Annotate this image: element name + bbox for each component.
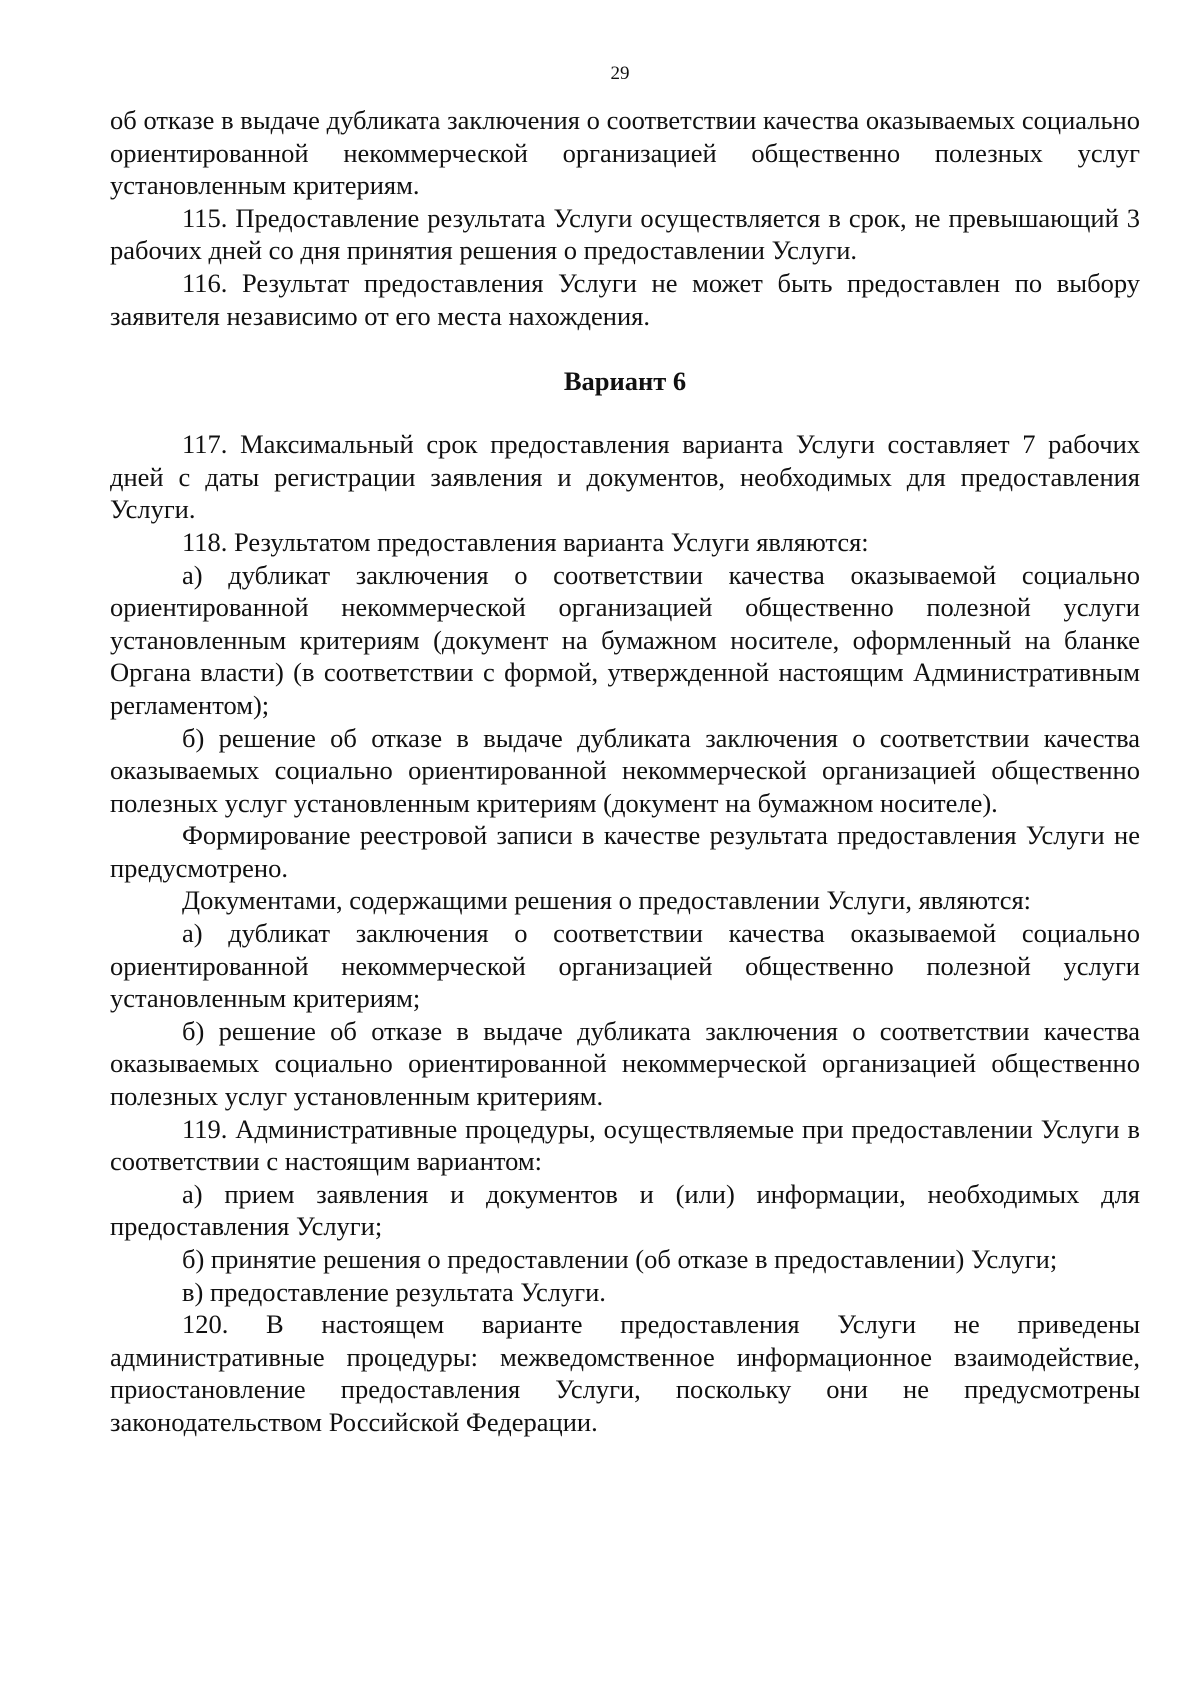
paragraph-documents-a: а) дубликат заключения о соответствии качества оказываемой социально ориентированной некоммерческой организацией общественно полезной услуги установленным критериям;: [110, 918, 1140, 1014]
paragraph-118: 118. Результатом предоставления варианта Услуги являются:: [182, 526, 869, 557]
paragraph-119-c: в) предоставление результата Услуги.: [182, 1276, 606, 1307]
paragraph-117: 117. Максимальный срок предоставления варианта Услуги составляет 7 рабочих дней с даты регистрации заявления и документов, необходимых для предоставления Услуги.: [110, 429, 1140, 525]
paragraph-120: 120. В настоящем варианте предоставления Услуги не приведены административные процедуры: межведомственное информационное взаимодействие, приостановление предоставления Услуги, поскольку они не предусмотрены законодательством Российской Федерации.: [110, 1309, 1140, 1437]
paragraph-118-b: б) решение об отказе в выдаче дубликата заключения о соответствии качества оказываемых социально ориентированной некоммерческой организацией общественно полезных услуг установленным критериям (документ на бумажном носителе).: [110, 722, 1140, 818]
document-body: [110, 104, 1140, 1439]
paragraph-registry: Формирование реестровой записи в качестве результата предоставления Услуги не предусмотрено.: [110, 820, 1140, 883]
paragraph-documents-b: б) решение об отказе в выдаче дубликата заключения о соответствии качества оказываемых социально ориентированной некоммерческой организацией общественно полезных услуг установленным критериям.: [110, 1015, 1140, 1112]
paragraph-continuation: об отказе в выдаче дубликата заключения о соответствии качества оказываемых социально ориентированной некоммерческой организацией общественно полезных услуг установленным критериям.: [110, 105, 1140, 201]
paragraph-119-b: б) принятие решения о предоставлении (об отказе в предоставлении) Услуги;: [182, 1244, 1058, 1274]
paragraph-116: 116. Результат предоставления Услуги не может быть предоставлен по выбору заявителя независимо от его места нахождения.: [110, 267, 1140, 331]
page-number: 29: [610, 63, 630, 84]
paragraph-115: 115. Предоставление результата Услуги осуществляется в срок, не превышающий 3 рабочих дней со дня принятия решения о предоставлении Услуги.: [110, 202, 1140, 266]
paragraph-119-a: а) прием заявления и документов и (или) информации, необходимых для предоставления Услуги;: [110, 1178, 1140, 1242]
paragraph-documents: Документами, содержащими решения о предоставлении Услуги, являются:: [182, 885, 1032, 916]
section-heading: Вариант 6: [563, 366, 687, 397]
paragraph-119: 119. Административные процедуры, осуществляемые при предоставлении Услуги в соответствии с настоящим вариантом:: [110, 1113, 1140, 1177]
paragraph-118-a: а) дубликат заключения о соответствии качества оказываемой социально ориентированной некоммерческой организацией общественно полезной услуги установленным критериям (документ на бумажном носителе, оформленный на бланке Органа власти) (в соответствии с формой, утвержденной настоящим Административным регламентом);: [110, 559, 1140, 720]
